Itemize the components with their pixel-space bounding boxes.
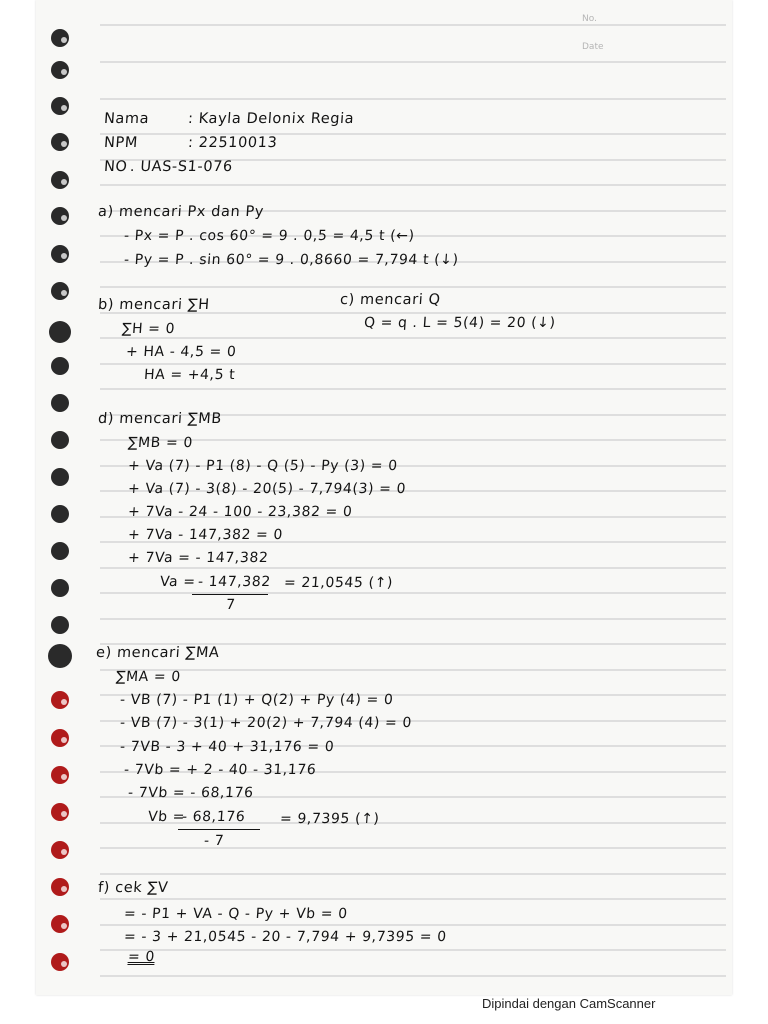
- part-e-line: - 7Vb = - 68,176: [127, 785, 255, 801]
- no-label-text: NO: [103, 159, 129, 175]
- part-d-line: + 7Va - 24 - 100 - 23,382 = 0: [127, 504, 354, 520]
- binder-hole: [51, 171, 69, 189]
- part-e-line: - 7VB - 3 + 40 + 31,176 = 0: [119, 739, 335, 755]
- scanner-watermark: Dipindai dengan CamScanner: [482, 996, 656, 1011]
- binder-hole: [51, 97, 69, 115]
- binder-hole: [51, 394, 69, 412]
- binder-hole: [51, 431, 69, 449]
- part-b-heading: b) mencari ∑H: [97, 297, 211, 313]
- part-e-result: = 9,7395 (↑): [279, 811, 381, 827]
- part-e-line: - VB (7) - 3(1) + 20(2) + 7,794 (4) = 0: [119, 715, 413, 731]
- part-d-line: + 7Va - 147,382 = 0: [127, 527, 284, 543]
- binder-hole: [51, 841, 69, 859]
- binder-hole: [51, 133, 69, 151]
- binder-hole: [51, 357, 69, 375]
- part-e-fraction-lhs: Vb =: [147, 809, 186, 825]
- part-e-heading: e) mencari ∑MA: [95, 645, 221, 661]
- part-e-fraction-denominator: - 7: [203, 833, 225, 849]
- binder-hole: [51, 691, 69, 709]
- binder-hole: [49, 321, 71, 343]
- part-d-heading: d) mencari ∑MB: [97, 411, 223, 427]
- binder-hole: [48, 644, 72, 668]
- part-f-line: = 0: [127, 949, 156, 965]
- part-d-line: + Va (7) - P1 (8) - Q (5) - Py (3) = 0: [127, 458, 399, 474]
- part-c-heading: c) mencari Q: [339, 292, 442, 308]
- part-f-line: = - P1 + VA - Q - Py + Vb = 0: [123, 906, 349, 922]
- binder-hole: [51, 803, 69, 821]
- name-label: Nama: [103, 111, 150, 127]
- binder-hole: [51, 953, 69, 971]
- part-b-line: ∑H = 0: [121, 321, 176, 337]
- name-value: : Kayla Delonix Regia: [187, 111, 355, 127]
- binder-hole: [51, 207, 69, 225]
- binder-hole: [51, 616, 69, 634]
- binder-hole: [51, 579, 69, 597]
- binder-hole: [51, 766, 69, 784]
- part-e-fraction-numerator: - 68,176: [181, 809, 246, 825]
- part-a-line: - Px = P . cos 60° = 9 . 0,5 = 4,5 t (←): [123, 228, 416, 244]
- binder-hole: [51, 915, 69, 933]
- part-d-fraction-lhs: Va =: [159, 574, 197, 590]
- binder-hole: [51, 505, 69, 523]
- binder-hole: [51, 878, 69, 896]
- part-b-line: HA = +4,5 t: [143, 367, 236, 383]
- part-f-heading: f) cek ∑V: [97, 880, 169, 896]
- notebook-page: [36, 0, 732, 995]
- part-f-line: = - 3 + 21,0545 - 20 - 7,794 + 9,7395 = 0: [123, 929, 448, 945]
- part-e-fraction-bar: [178, 829, 260, 830]
- part-d-fraction-numerator: - 147,382: [197, 574, 272, 590]
- part-a-heading: a) mencari Px dan Py: [97, 204, 265, 220]
- part-b-line: + HA - 4,5 = 0: [125, 344, 238, 360]
- part-d-line: + 7Va = - 147,382: [127, 550, 269, 566]
- no-label: No.: [582, 14, 597, 24]
- part-d-fraction-denominator: 7: [225, 597, 237, 613]
- part-c-line: Q = q . L = 5(4) = 20 (↓): [363, 315, 557, 331]
- part-e-line: ∑MA = 0: [115, 669, 182, 685]
- part-d-line: + Va (7) - 3(8) - 20(5) - 7,794(3) = 0: [127, 481, 407, 497]
- binder-hole: [51, 729, 69, 747]
- part-e-line: - 7Vb = + 2 - 40 - 31,176: [123, 762, 317, 778]
- ruled-lines: [36, 0, 732, 995]
- date-label: Date: [582, 42, 604, 52]
- part-d-fraction-bar: [192, 594, 268, 595]
- npm-value: : 22510013: [187, 135, 278, 151]
- binder-hole: [51, 468, 69, 486]
- binder-hole: [51, 29, 69, 47]
- binder-holes: [36, 0, 96, 995]
- part-d-line: ∑MB = 0: [127, 435, 194, 451]
- binder-hole: [51, 245, 69, 263]
- no-value: . UAS-S1-076: [129, 159, 234, 175]
- part-e-line: - VB (7) - P1 (1) + Q(2) + Py (4) = 0: [119, 692, 394, 708]
- binder-hole: [51, 61, 69, 79]
- binder-hole: [51, 542, 69, 560]
- npm-label: NPM: [103, 135, 139, 151]
- binder-hole: [51, 282, 69, 300]
- part-d-result: = 21,0545 (↑): [283, 575, 394, 591]
- part-a-line: - Py = P . sin 60° = 9 . 0,8660 = 7,794 t (↓): [123, 252, 460, 268]
